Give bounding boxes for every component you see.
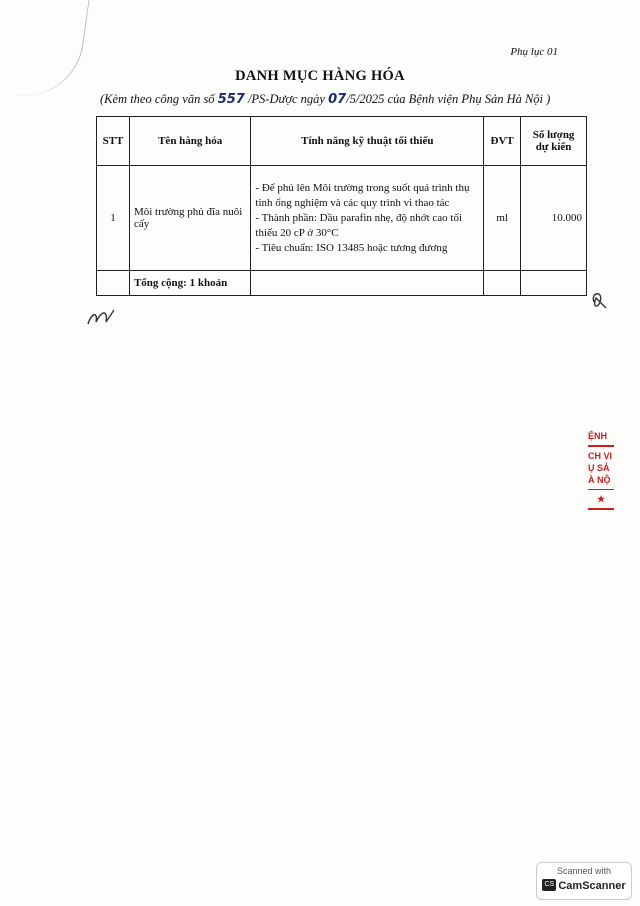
handwritten-day: 07 xyxy=(328,92,347,107)
row-stt: 1 xyxy=(97,166,130,271)
stamp-divider xyxy=(588,445,614,447)
scanner-brand: CamScanner xyxy=(558,880,626,892)
total-empty-cell xyxy=(251,271,484,296)
total-empty-cell xyxy=(97,271,130,296)
total-label: Tổng cộng: 1 khoản xyxy=(129,271,250,296)
page-edge-shadow xyxy=(15,0,91,104)
handwritten-doc-number: 557 xyxy=(217,92,245,107)
star-icon: ★ xyxy=(596,494,606,504)
goods-table xyxy=(96,116,587,296)
table-header-row xyxy=(97,117,587,166)
page-title: DANH MỤC HÀNG HÓA xyxy=(235,68,405,84)
column-header: Tính năng kỹ thuật tối thiểu xyxy=(251,117,484,166)
spec-line: - Thành phần: Dầu parafin nhẹ, độ nhớt cao tối thiểu 20 cP ở 30°C xyxy=(255,211,463,239)
row-item-name: Môi trường phủ đĩa nuôi cấy xyxy=(129,166,250,271)
column-header: Số lượng dự kiến xyxy=(521,117,587,166)
stamp-line: Ụ SẢ xyxy=(588,462,610,473)
row-unit: ml xyxy=(484,166,521,271)
column-header: ĐVT xyxy=(484,117,521,166)
stamp-divider xyxy=(588,489,614,491)
row-spec xyxy=(251,166,484,271)
row-quantity: 10.000 xyxy=(521,166,587,271)
handwritten-initials-right xyxy=(588,288,612,312)
stamp-divider xyxy=(588,508,614,510)
total-empty-cell xyxy=(484,271,521,296)
table-total-row xyxy=(97,271,587,296)
camscanner-logo-icon: CS xyxy=(542,879,556,891)
stamp-line: CH VI xyxy=(588,450,613,461)
handwritten-initials-left xyxy=(84,306,120,330)
scanner-caption: Scanned with xyxy=(556,866,612,876)
total-empty-cell xyxy=(521,271,587,296)
column-header: Tên hàng hóa xyxy=(129,117,250,166)
camscanner-watermark xyxy=(536,862,632,900)
subtitle-suffix: /5/2025 của Bệnh viện Phụ Sản Hà Nội ) xyxy=(346,92,551,106)
subtitle-prefix: (Kèm theo công văn số xyxy=(100,92,218,106)
column-header: STT xyxy=(97,117,130,166)
table-row xyxy=(97,166,587,271)
stamp-line: À NỘ xyxy=(588,474,611,485)
subtitle-mid: /PS-Dược ngày xyxy=(244,92,329,106)
stamp-line: ỆNH xyxy=(588,431,608,441)
red-seal-stamp xyxy=(588,430,618,530)
appendix-label: Phụ lục 01 xyxy=(510,46,558,58)
document-subtitle xyxy=(100,92,550,107)
spec-line: - Tiêu chuẩn: ISO 13485 hoặc tương đương xyxy=(255,241,448,254)
spec-line: - Để phủ lên Môi trường trong suốt quá trình thụ tinh ống nghiệm và các quy trình vi thao tác xyxy=(255,181,470,209)
